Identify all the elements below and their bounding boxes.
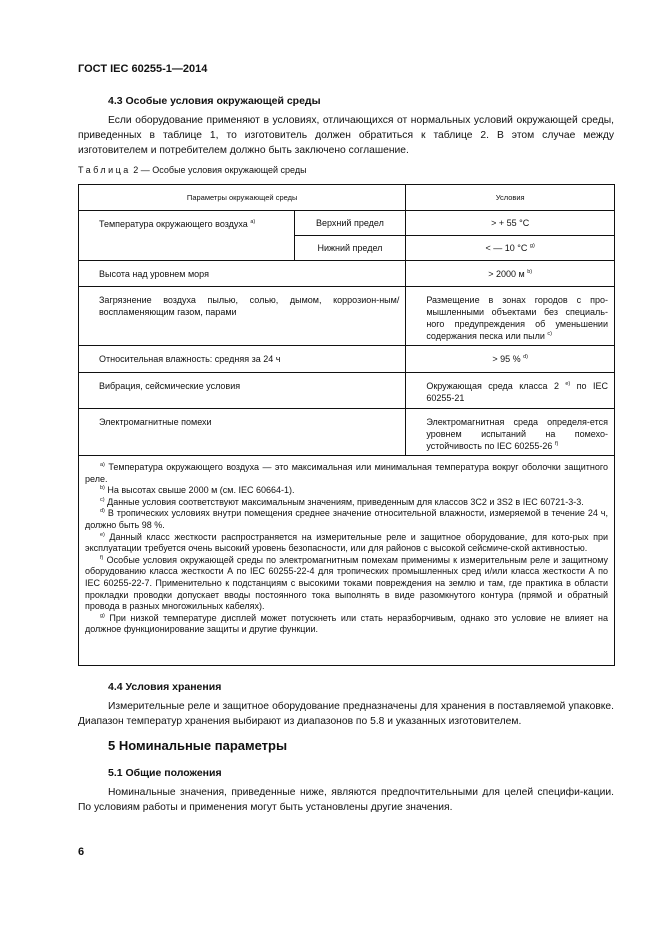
table-caption-label: Таблица (78, 165, 131, 175)
footnote-ref-g: g) (529, 243, 535, 249)
humidity-parameter: Относительная влажность: средняя за 24 ч (79, 346, 406, 373)
emc-value-cell (406, 409, 615, 456)
upper-limit-label: Верхний предел (294, 211, 406, 236)
table-footnotes (79, 456, 615, 666)
environment-conditions-table (78, 184, 615, 666)
vibration-value-cell (406, 373, 615, 409)
footnote-mark: a) (100, 462, 105, 468)
page-number: 6 (78, 846, 85, 858)
footnote-ref-f: f) (554, 441, 559, 447)
temperature-parameter: Температура окружающего воздуха (99, 219, 248, 229)
footnote-mark: e) (100, 531, 105, 538)
footnote (85, 613, 608, 636)
footnote-text: Данный класс жесткости распространяется на измерительные реле и защитное оборудование, для кото-рых при эксплуатации требуется очень высокий уровень безопасности, или для районов с высокой сейсмиче-ской активностью. (85, 531, 608, 554)
vibration-parameter: Вибрация, сейсмические условия (79, 373, 406, 409)
section-4-4-paragraph: Измерительные реле и защитное оборудование предназначены для хранения в поставляемой упаковке. Диапазон температур хранения выбирают из диапазонов по 5.8 и указанных изготовителем. (78, 701, 614, 727)
footnote (85, 555, 608, 613)
section-4-4-heading: 4.4 Условия хранения (108, 681, 222, 693)
column-header-parameters: Параметры окружающей среды (79, 185, 406, 211)
footnote-text: Особые условия окружающей среды по электромагнитным помехам применимы к измерительным реле и защитному оборудованию класса жесткости А по IEC 60255-22-4 для тропических промышленных сред и/или класса жесткости А по IEC 60255-22-7. Применительно к подстанциям с высокими токами повреждения на землю и там, где практика в области прокладки проводки допускает вводы постоянного тока выполнять в виде разомкнутого контура (прямой и обратный провода в разных многожильных кабелях). (85, 554, 608, 612)
footnote-text: В тропических условиях внутри помещения среднее значение относительной влажности, измеряемой в течение 24 ч, должно быть 98 %. (85, 508, 608, 530)
altitude-value-cell (406, 261, 615, 287)
footnote-ref-d: d) (523, 354, 528, 360)
footnote-text: Данные условия соответствуют максимальным значениям, приведенным для классов 3С2 и 3S2 в IEC 60721-3-3. (104, 496, 584, 507)
column-header-conditions: Условия (406, 185, 615, 211)
footnote (85, 508, 608, 531)
footnote-mark: d) (100, 508, 105, 515)
section-5-1-heading: 5.1 Общие положения (108, 767, 222, 779)
footnote-mark: g) (100, 612, 105, 619)
humidity-value: > 95 % (492, 354, 521, 364)
footnote (85, 532, 608, 555)
footnote-text: Температура окружающего воздуха — это максимальная или минимальная температура вокруг оболочки защитного реле. (85, 462, 608, 484)
footnote-ref-a: a) (250, 219, 256, 225)
pollution-value-cell (406, 287, 615, 346)
pollution-value: Размещение в зонах городов с про-мышленными объектами без специаль-ного предупреждения об уменьшении содержания песка или пыли (426, 295, 608, 341)
humidity-value-cell (406, 346, 615, 373)
emc-value: Электромагнитная среда определя-ется уровнем испытаний на помехо-устойчивость по IEC 60255-26 (426, 417, 608, 451)
footnote (85, 485, 608, 497)
footnote-text: На высотах свыше 2000 м (см. IEC 60664-1). (104, 485, 295, 496)
emc-parameter: Электромагнитные помехи (79, 409, 406, 456)
document-header: ГОСТ IEC 60255-1—2014 (78, 63, 208, 75)
footnote-ref-b: b) (527, 268, 533, 275)
vibration-value: Окружающая среда класса 2 (426, 381, 559, 391)
pollution-parameter: Загрязнение воздуха пылью, солью, дымом, коррозион-ным/воспламеняющим газом, парами (79, 287, 406, 346)
altitude-parameter: Высота над уровнем моря (79, 261, 406, 287)
altitude-value: > 2000 м (488, 268, 525, 279)
footnote (85, 462, 608, 485)
temperature-parameter-cell (79, 211, 295, 261)
lower-limit-label: Нижний предел (294, 236, 406, 261)
section-5-1-paragraph: Номинальные значения, приведенные ниже, являются предпочтительными для целей специфи-кации. По условиям работы и применения могут быть установлены другие значения. (78, 787, 614, 813)
footnote-mark: b) (100, 485, 105, 492)
footnote-text: При низкой температуре дисплей может потускнеть или стать неразборчивым, однако это условие не влияет на должное функционирование защиты и другие функции. (85, 612, 608, 635)
footnote (85, 497, 608, 509)
section-4-3-heading: 4.3 Особые условия окружающей среды (108, 95, 321, 107)
table-caption-title: 2 — Особые условия окружающей среды (130, 165, 307, 175)
section-4-3-paragraph: Если оборудование применяют в условиях, отличающихся от нормальных условий окружающей среды, приведенных в таблице 1, то изготовитель должен обратиться к таблице 2. В этом случае между изготовителем и потребителем должно быть заключено соглашение. (78, 115, 614, 156)
upper-limit-value: > + 55 °С (406, 211, 615, 236)
footnote-mark: c) (100, 496, 105, 503)
footnote-ref-c: c) (547, 331, 552, 337)
section-5-heading: 5 Номинальные параметры (108, 738, 288, 753)
footnote-ref-e: e) (565, 381, 571, 387)
vibration-value-standard: по IEC 60255-21 (426, 381, 608, 403)
table-caption (78, 165, 307, 175)
footnote-mark: f) (100, 554, 104, 561)
lower-limit-value-cell (406, 236, 615, 261)
lower-limit-value: < — 10 °С (485, 243, 528, 253)
